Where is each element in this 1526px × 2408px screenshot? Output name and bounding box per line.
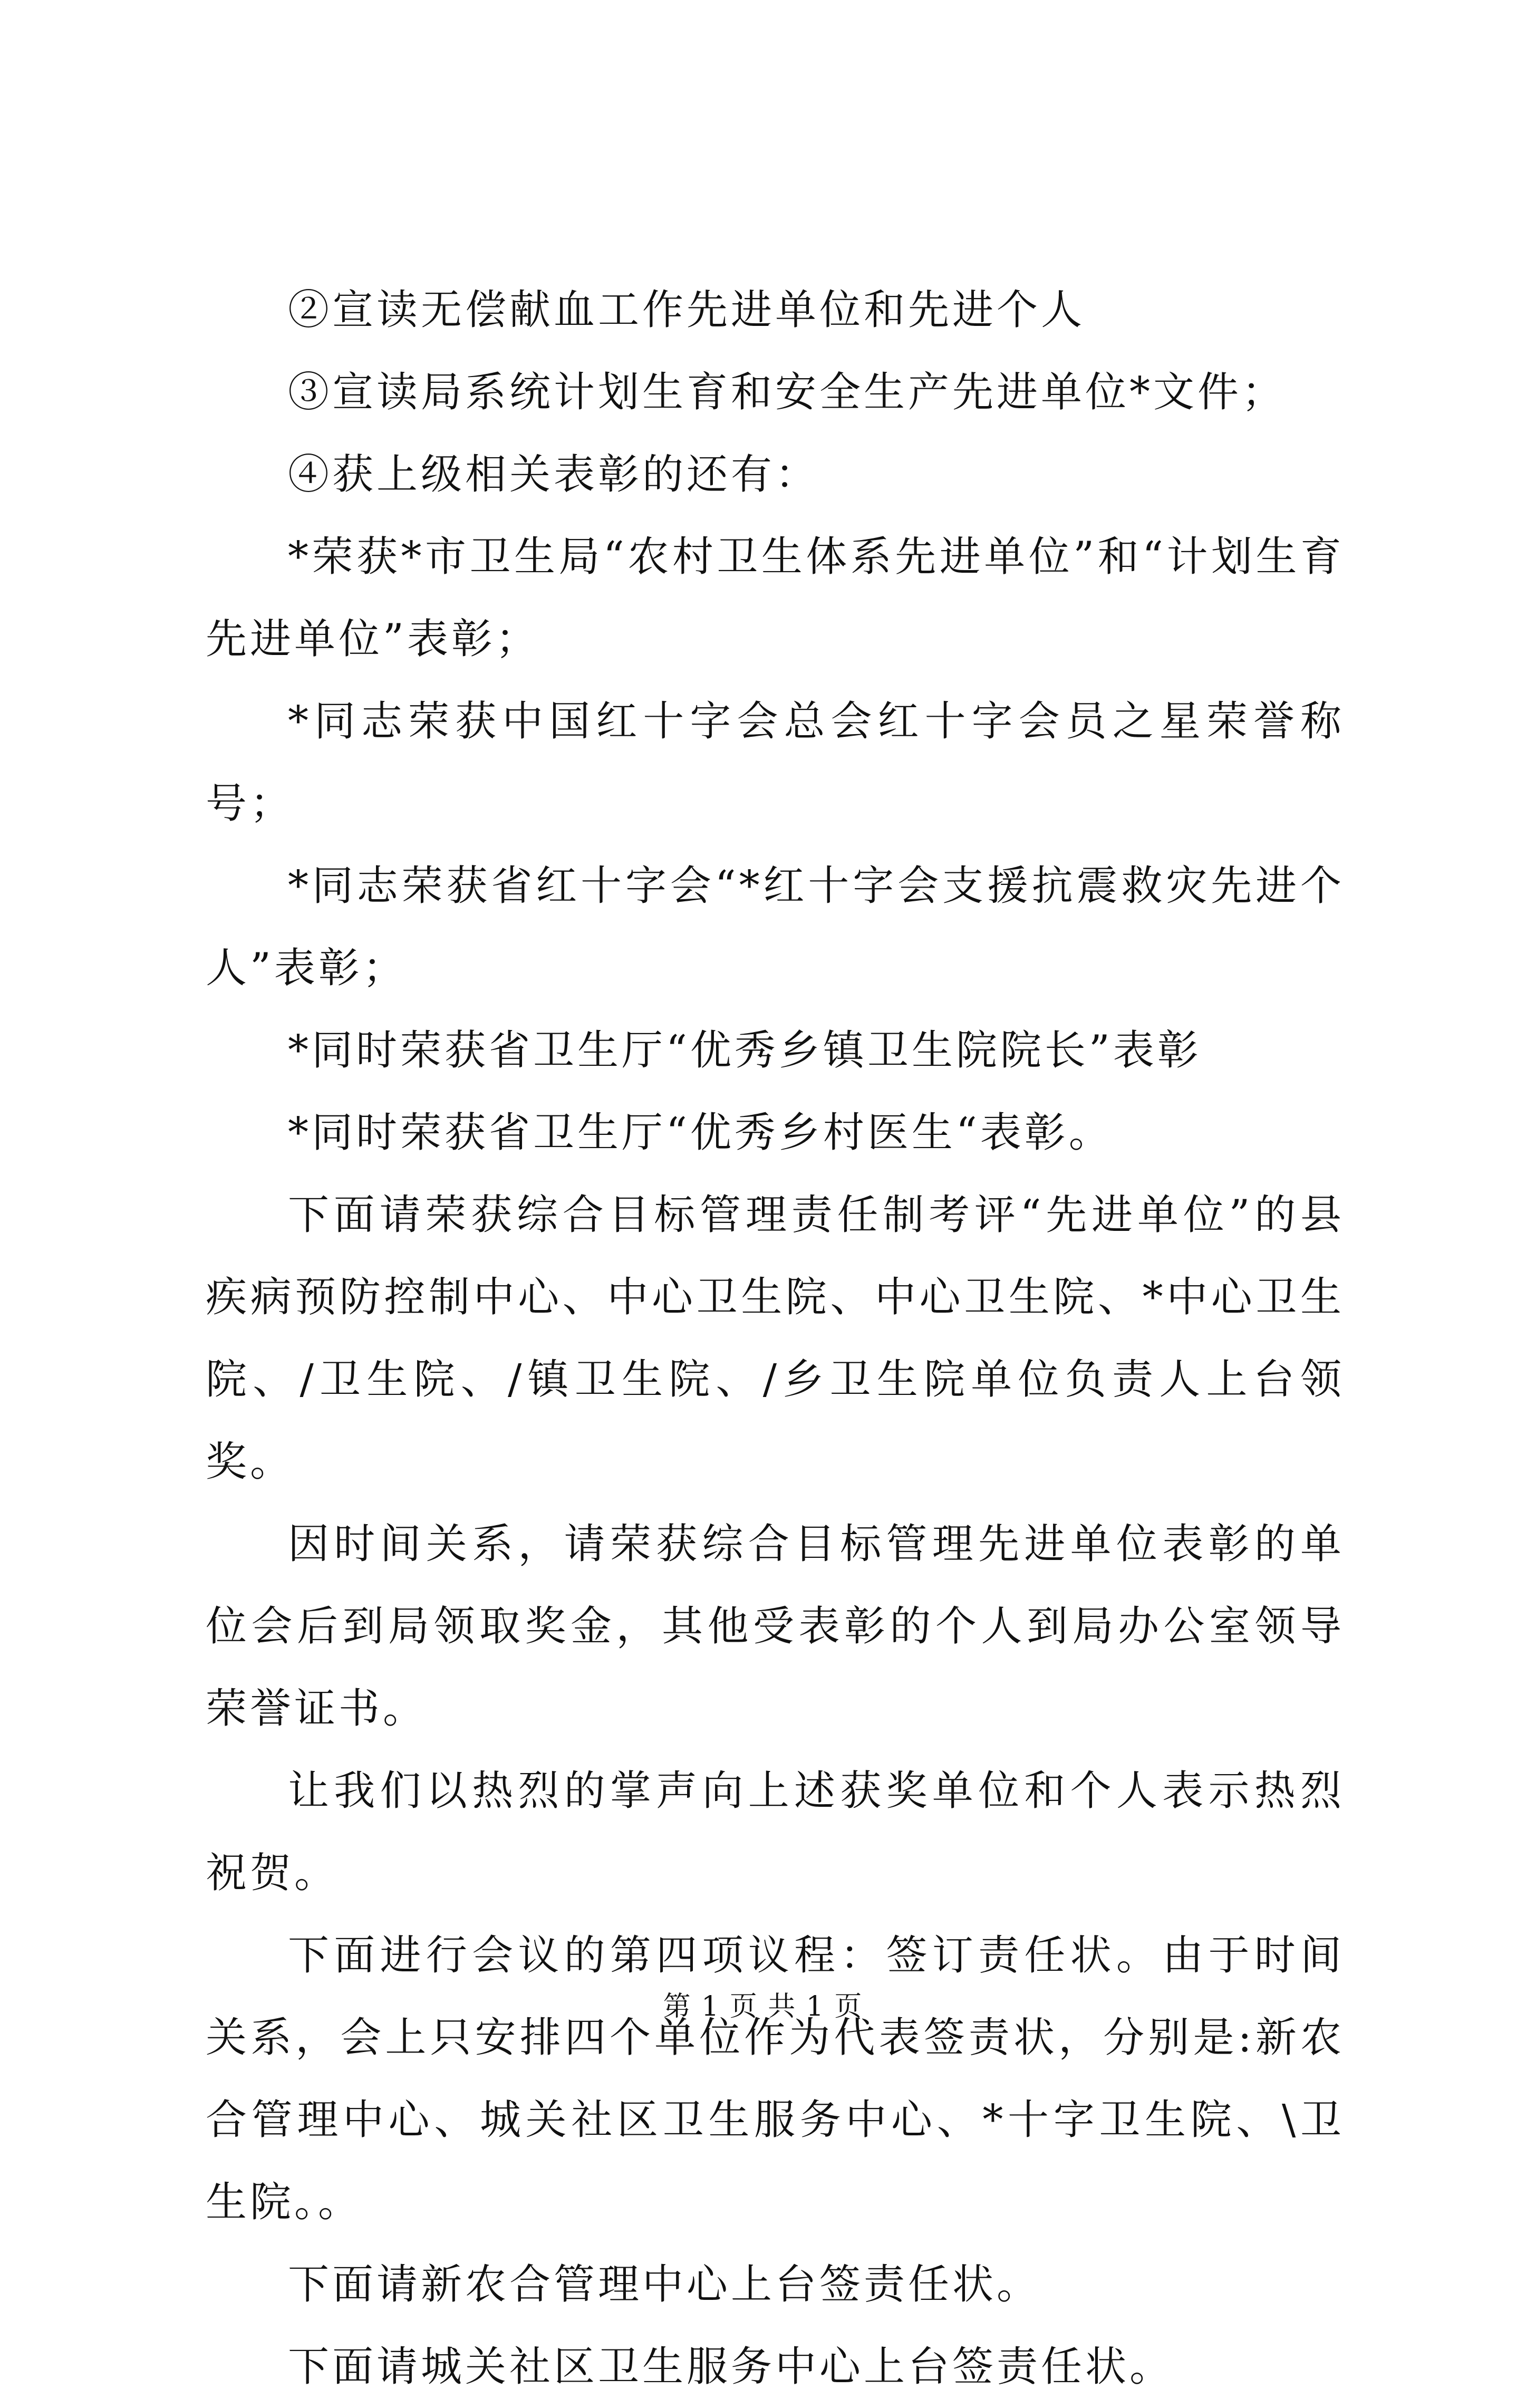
paragraph: 下面进行会议的第四项议程：签订责任状。由于时间关系，会上只安排四个单位作为代表签责状，分别是:新农合管理中心、城关社区卫生服务中心、*十字卫生院、\卫生院。。 [206, 1932, 1345, 2226]
paragraph: ③宣读局系统计划生育和安全生产先进单位*文件； [288, 369, 1287, 416]
paragraph: ④获上级相关表彰的还有： [288, 451, 820, 498]
document-body [206, 269, 1345, 2408]
paragraph: ②宣读无偿献血工作先进单位和先进个人 [288, 286, 1086, 334]
paragraph: 下面请城关社区卫生服务中心上台签责任状。 [288, 2343, 1174, 2391]
paragraph: *同志荣获省红十字会“*红十字会支援抗震救灾先进个人”表彰； [206, 862, 1345, 992]
paragraph: *同时荣获省卫生厅“优秀乡镇卫生院院长”表彰 [288, 1027, 1202, 1074]
paragraph: *同志荣获中国红十字会总会红十字会员之星荣誉称号； [206, 698, 1345, 827]
paragraph: *同时荣获省卫生厅“优秀乡村医生“表彰。 [288, 1109, 1113, 1157]
paragraph: 因时间关系，请荣获综合目标管理先进单位表彰的单位会后到局领取奖金，其他受表彰的个人到局办公室领导荣誉证书。 [206, 1520, 1345, 1732]
paragraph: 下面请荣获综合目标管理责任制考评“先进单位”的县疾病预防控制中心、中心卫生院、中心卫生院、*中心卫生院、/卫生院、/镇卫生院、/乡卫生院单位负责人上台领奖。 [206, 1191, 1345, 1486]
paragraph: *荣获*市卫生局“农村卫生体系先进单位”和“计划生育先进单位”表彰； [206, 533, 1345, 663]
page-footer: 第 1 页 共 1 页 [663, 1991, 863, 2022]
paragraph: 让我们以热烈的掌声向上述获奖单位和个人表示热烈祝贺。 [206, 1767, 1345, 1897]
paragraph: 下面请新农合管理中心上台签责任状。 [288, 2261, 1041, 2308]
